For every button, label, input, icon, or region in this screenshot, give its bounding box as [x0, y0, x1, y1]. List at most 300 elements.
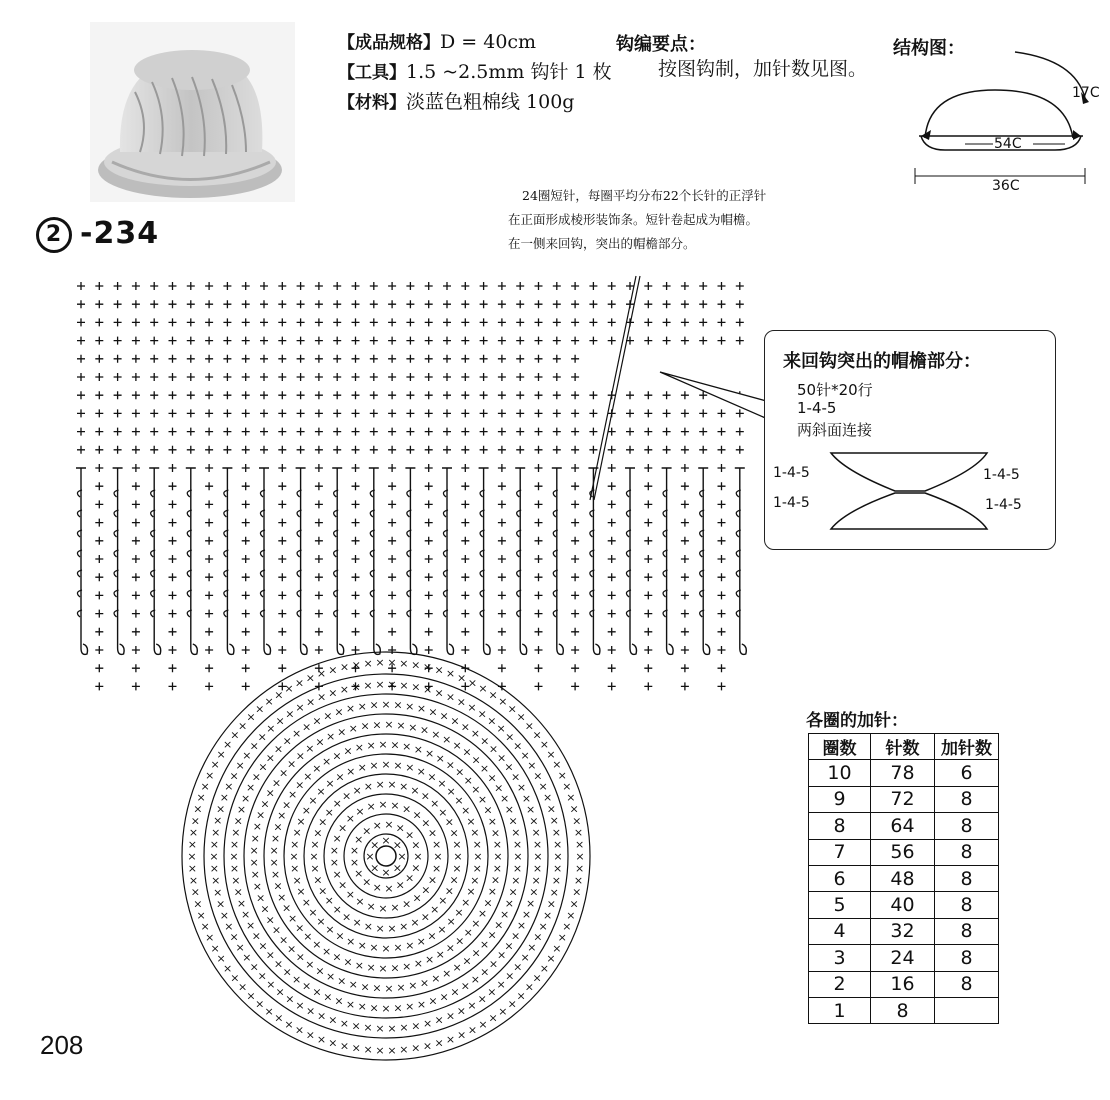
sc-stitch — [608, 282, 616, 290]
sc-stitch: × — [412, 891, 422, 905]
sc-stitch: × — [395, 878, 405, 892]
sc-stitch — [352, 519, 360, 527]
sc-stitch — [77, 355, 85, 363]
sc-stitch — [95, 537, 103, 545]
sc-stitch: × — [516, 989, 526, 1003]
sc-stitch: × — [284, 1018, 294, 1032]
post-stitch — [113, 468, 125, 654]
sc-stitch: × — [573, 826, 584, 840]
sc-stitch: × — [354, 958, 365, 972]
sc-stitch: × — [456, 1004, 467, 1018]
sc-stitch — [352, 446, 360, 454]
sc-stitch: × — [539, 962, 549, 976]
sc-stitch: × — [422, 660, 433, 674]
sc-stitch: × — [332, 749, 342, 763]
sc-stitch — [242, 446, 250, 454]
sc-stitch — [150, 446, 158, 454]
sc-stitch: × — [375, 778, 385, 792]
sc-stitch — [699, 446, 707, 454]
sc-stitch: × — [233, 814, 243, 828]
sc-stitch — [589, 428, 597, 436]
sc-stitch: × — [488, 957, 499, 971]
sc-stitch — [736, 428, 744, 436]
sc-stitch — [169, 682, 177, 690]
sc-stitch — [608, 682, 616, 690]
sc-stitch: × — [332, 832, 342, 846]
sc-stitch: × — [470, 873, 480, 887]
sc-stitch: × — [332, 950, 342, 964]
sc-stitch: × — [372, 819, 382, 833]
sc-stitch — [114, 337, 122, 345]
sc-stitch: × — [508, 885, 518, 899]
sc-stitch: × — [305, 742, 315, 756]
sc-stitch — [333, 318, 341, 326]
sc-stitch — [95, 464, 103, 472]
sc-stitch — [242, 391, 250, 399]
sc-stitch: × — [292, 972, 302, 986]
sc-stitch: × — [483, 896, 493, 910]
sc-stitch — [278, 446, 286, 454]
sc-stitch — [535, 519, 543, 527]
sc-stitch — [388, 573, 396, 581]
sc-stitch: × — [384, 881, 394, 895]
sc-stitch: × — [329, 856, 339, 870]
sc-stitch — [681, 646, 689, 654]
sc-stitch: × — [413, 957, 423, 971]
sc-stitch — [388, 282, 396, 290]
sc-stitch — [223, 300, 231, 308]
sc-stitch: × — [487, 928, 497, 942]
sc-stitch — [242, 573, 250, 581]
sc-stitch: × — [366, 738, 376, 752]
sc-stitch: × — [282, 798, 292, 812]
sc-stitch — [169, 537, 177, 545]
sc-stitch — [169, 282, 177, 290]
sc-stitch — [187, 428, 195, 436]
sc-stitch — [169, 573, 177, 581]
sc-stitch: × — [466, 814, 476, 828]
cell-stitches: 56 — [871, 839, 935, 865]
sc-stitch: × — [552, 861, 563, 875]
sc-stitch — [370, 337, 378, 345]
sc-stitch — [169, 628, 177, 636]
sc-stitch: × — [551, 826, 561, 840]
sc-stitch: × — [346, 934, 356, 948]
sc-stitch — [498, 628, 506, 636]
sc-stitch — [589, 391, 597, 399]
sc-stitch — [315, 318, 323, 326]
sc-stitch — [352, 300, 360, 308]
sc-stitch: × — [274, 1011, 284, 1025]
sc-stitch: × — [516, 919, 527, 933]
sc-stitch: × — [231, 826, 241, 840]
sc-stitch — [516, 391, 524, 399]
spec-tool-label: 【工具】 — [338, 63, 406, 83]
sc-stitch: × — [532, 971, 542, 985]
sc-stitch: × — [264, 695, 274, 709]
sc-stitch: × — [249, 843, 259, 857]
sc-stitch — [388, 337, 396, 345]
sc-stitch — [535, 573, 543, 581]
sc-stitch — [150, 300, 158, 308]
sc-stitch — [461, 355, 469, 363]
post-stitch — [149, 468, 161, 654]
sc-stitch: × — [375, 656, 385, 670]
sc-stitch — [333, 409, 341, 417]
sc-stitch — [644, 464, 652, 472]
sc-stitch: × — [295, 778, 305, 792]
sc-stitch: × — [510, 770, 521, 784]
sc-stitch: × — [238, 719, 248, 733]
sc-stitch — [718, 446, 726, 454]
sc-stitch: × — [488, 742, 499, 756]
col-header-stitches: 针数 — [871, 734, 935, 760]
sc-stitch — [242, 628, 250, 636]
sc-stitch — [718, 591, 726, 599]
sc-stitch: × — [557, 931, 567, 945]
sc-stitch: × — [305, 695, 316, 709]
cell-round: 4 — [809, 918, 871, 944]
sc-stitch: × — [216, 802, 226, 816]
sc-stitch — [169, 337, 177, 345]
sc-stitch — [333, 428, 341, 436]
sc-stitch: × — [242, 748, 252, 762]
sc-stitch — [406, 337, 414, 345]
sc-stitch — [571, 682, 579, 690]
sc-stitch: × — [250, 832, 260, 846]
spec-size-value: D = 40cm — [440, 31, 537, 53]
sc-stitch — [425, 482, 433, 490]
sc-stitch — [681, 664, 689, 672]
sc-stitch: × — [229, 861, 240, 875]
sc-stitch — [718, 555, 726, 563]
sc-stitch — [169, 646, 177, 654]
sc-stitch: × — [487, 885, 497, 899]
sc-stitch: × — [479, 937, 490, 951]
sc-stitch — [425, 628, 433, 636]
sc-stitch — [95, 628, 103, 636]
post-stitch — [479, 468, 491, 654]
sc-stitch: × — [562, 779, 572, 793]
sc-stitch — [681, 519, 689, 527]
sc-stitch — [663, 428, 671, 436]
sc-stitch — [516, 373, 524, 381]
sc-stitch — [205, 355, 213, 363]
sc-stitch: × — [316, 1009, 327, 1023]
sc-stitch — [132, 555, 140, 563]
sc-stitch: × — [257, 730, 267, 744]
sc-stitch: × — [357, 761, 367, 775]
sc-stitch: × — [487, 771, 497, 785]
sc-stitch: × — [213, 814, 223, 828]
sc-stitch — [388, 428, 396, 436]
sc-stitch — [480, 337, 488, 345]
sc-stitch — [480, 391, 488, 399]
sc-stitch — [297, 391, 305, 399]
sc-stitch — [699, 337, 707, 345]
sc-stitch: × — [422, 1039, 433, 1053]
sc-stitch — [77, 391, 85, 399]
sc-stitch: × — [312, 938, 322, 952]
sc-stitch: × — [187, 861, 197, 875]
cell-increase: 8 — [935, 971, 999, 997]
sc-stitch: × — [328, 1036, 338, 1050]
sc-stitch: × — [424, 746, 435, 760]
sc-stitch: × — [527, 941, 537, 955]
sc-stitch: × — [288, 788, 298, 802]
sc-stitch: × — [301, 720, 312, 734]
sc-stitch: × — [265, 913, 275, 927]
sc-stitch: × — [445, 1032, 456, 1046]
sc-stitch — [553, 318, 561, 326]
sc-stitch — [370, 446, 378, 454]
sc-stitch: × — [569, 802, 579, 816]
sc-stitch: × — [273, 879, 283, 893]
sc-stitch: × — [454, 793, 464, 807]
sc-stitch: × — [343, 955, 353, 969]
sc-stitch: × — [552, 838, 563, 852]
sc-stitch — [571, 573, 579, 581]
sc-stitch: × — [413, 742, 423, 756]
sc-stitch — [553, 391, 561, 399]
sc-stitch — [260, 428, 268, 436]
sc-stitch — [535, 464, 543, 472]
sc-stitch — [77, 318, 85, 326]
page-number: 208 — [40, 1030, 84, 1060]
sc-stitch — [315, 373, 323, 381]
cell-increase — [935, 997, 999, 1023]
sc-stitch: × — [224, 919, 234, 933]
sc-stitch: × — [453, 850, 463, 863]
sc-stitch: × — [251, 770, 262, 784]
sc-stitch — [461, 482, 469, 490]
sc-stitch — [205, 555, 213, 563]
sc-stitch: × — [569, 897, 579, 911]
sc-stitch: × — [445, 1009, 456, 1023]
sc-stitch: × — [357, 699, 367, 713]
sc-stitch: × — [271, 923, 282, 937]
sc-stitch: × — [470, 972, 480, 986]
sc-stitch — [132, 391, 140, 399]
sc-stitch: × — [477, 707, 487, 721]
sc-stitch: × — [399, 656, 409, 670]
sc-stitch: × — [551, 873, 561, 887]
sc-stitch — [443, 355, 451, 363]
sc-stitch — [608, 591, 616, 599]
sc-stitch — [425, 355, 433, 363]
sc-stitch: × — [437, 777, 447, 791]
sc-stitch: × — [553, 850, 563, 863]
sc-stitch: × — [387, 778, 397, 792]
sc-stitch: × — [531, 873, 541, 887]
sc-stitch: × — [419, 723, 430, 737]
cell-stitches: 32 — [871, 918, 935, 944]
sc-stitch: × — [533, 769, 543, 783]
sc-stitch — [681, 282, 689, 290]
sc-stitch — [535, 428, 543, 436]
cell-stitches: 8 — [871, 997, 935, 1023]
sc-stitch — [315, 482, 323, 490]
sc-stitch: × — [546, 897, 556, 911]
table-row — [809, 839, 999, 865]
sc-stitch — [315, 337, 323, 345]
sc-stitch — [187, 282, 195, 290]
sc-stitch — [644, 428, 652, 436]
sc-stitch — [699, 282, 707, 290]
sc-stitch — [425, 337, 433, 345]
sc-stitch — [553, 300, 561, 308]
cell-round: 3 — [809, 945, 871, 971]
sc-stitch: × — [494, 781, 504, 795]
sc-stitch: × — [520, 951, 530, 965]
sc-stitch — [352, 464, 360, 472]
sc-stitch — [260, 409, 268, 417]
sc-stitch — [589, 337, 597, 345]
sc-stitch — [205, 628, 213, 636]
sc-stitch: × — [315, 964, 325, 978]
sc-stitch — [644, 664, 652, 672]
sc-stitch: × — [513, 739, 523, 753]
sc-stitch — [388, 409, 396, 417]
post-stitch — [588, 468, 600, 654]
sc-stitch — [352, 610, 360, 618]
sc-stitch: × — [301, 896, 311, 909]
sc-stitch — [461, 337, 469, 345]
sc-stitch: × — [543, 791, 553, 805]
sc-stitch: × — [504, 897, 514, 911]
sc-stitch — [571, 428, 579, 436]
sc-stitch: × — [543, 908, 553, 922]
sc-stitch — [242, 300, 250, 308]
sc-stitch — [608, 646, 616, 654]
sc-stitch: × — [496, 977, 506, 991]
sc-stitch — [553, 446, 561, 454]
sc-stitch — [425, 519, 433, 527]
sc-stitch: × — [531, 826, 541, 840]
sc-stitch: × — [511, 826, 521, 840]
sc-stitch: × — [260, 797, 270, 811]
sc-stitch — [663, 318, 671, 326]
sc-stitch: × — [431, 727, 441, 741]
sc-stitch — [242, 318, 250, 326]
sc-stitch — [223, 282, 231, 290]
sc-stitch: × — [445, 690, 456, 704]
sc-stitch: × — [397, 850, 407, 863]
sc-stitch: × — [435, 947, 445, 961]
sc-stitch — [626, 428, 634, 436]
sc-stitch — [498, 573, 506, 581]
sc-stitch — [461, 591, 469, 599]
sc-stitch: × — [224, 780, 234, 794]
sc-stitch — [644, 300, 652, 308]
sc-stitch — [480, 318, 488, 326]
sc-stitch: × — [411, 1019, 421, 1033]
sc-stitch — [278, 628, 286, 636]
sc-stitch: × — [335, 929, 345, 943]
sc-stitch — [278, 555, 286, 563]
sc-stitch — [315, 464, 323, 472]
sc-stitch — [535, 682, 543, 690]
sc-stitch — [681, 591, 689, 599]
sc-stitch: × — [316, 784, 326, 798]
sc-stitch — [169, 409, 177, 417]
sc-stitch — [95, 573, 103, 581]
sc-stitch — [242, 519, 250, 527]
sc-stitch — [699, 428, 707, 436]
sc-stitch — [443, 300, 451, 308]
sc-stitch — [169, 482, 177, 490]
sc-stitch: × — [235, 941, 245, 955]
key-points-title: 钩编要点： — [616, 34, 706, 55]
sc-stitch: × — [575, 850, 585, 863]
sc-stitch — [114, 300, 122, 308]
sc-stitch: × — [381, 698, 391, 711]
sc-stitch — [242, 355, 250, 363]
sc-stitch — [260, 300, 268, 308]
callout-title: 来回钩突出的帽檐部分： — [783, 351, 981, 372]
sc-stitch — [498, 664, 506, 672]
sc-stitch: × — [266, 977, 276, 991]
sc-stitch: × — [301, 804, 311, 817]
sc-stitch — [150, 355, 158, 363]
sc-stitch — [150, 337, 158, 345]
sc-stitch: × — [223, 737, 233, 751]
cell-stitches: 16 — [871, 971, 935, 997]
sc-stitch: × — [229, 930, 239, 944]
sc-stitch — [425, 573, 433, 581]
sc-stitch — [223, 391, 231, 399]
sc-stitch: × — [539, 737, 549, 751]
sc-stitch: × — [533, 850, 543, 863]
sc-stitch — [461, 646, 469, 654]
sc-stitch — [461, 464, 469, 472]
sc-stitch: × — [339, 660, 350, 674]
sc-stitch: × — [265, 786, 275, 800]
sc-stitch: × — [362, 875, 372, 889]
sc-stitch — [205, 664, 213, 672]
sc-stitch — [406, 300, 414, 308]
sc-stitch — [461, 373, 469, 381]
sc-stitch — [626, 391, 634, 399]
sc-stitch — [498, 646, 506, 654]
cell-round: 6 — [809, 865, 871, 891]
sc-stitch: × — [416, 702, 427, 716]
sc-stitch — [315, 628, 323, 636]
sc-stitch: × — [337, 878, 348, 892]
sc-stitch: × — [196, 791, 206, 805]
sc-stitch: × — [343, 744, 353, 758]
table-row — [809, 971, 999, 997]
post-stitch — [332, 468, 344, 654]
sc-stitch — [278, 537, 286, 545]
sc-stitch: × — [463, 925, 473, 939]
sc-stitch — [205, 428, 213, 436]
sc-stitch: × — [352, 915, 362, 929]
sc-stitch — [553, 282, 561, 290]
sc-stitch — [571, 519, 579, 527]
sc-stitch — [681, 446, 689, 454]
sc-stitch — [114, 318, 122, 326]
cell-increase: 6 — [935, 760, 999, 786]
sc-stitch — [535, 591, 543, 599]
sc-stitch: × — [370, 838, 380, 852]
sc-stitch: × — [405, 828, 415, 842]
sc-stitch: × — [480, 734, 490, 748]
sc-stitch — [608, 500, 616, 508]
sc-stitch — [443, 318, 451, 326]
sc-stitch: × — [351, 680, 361, 694]
sc-stitch: × — [292, 727, 302, 741]
